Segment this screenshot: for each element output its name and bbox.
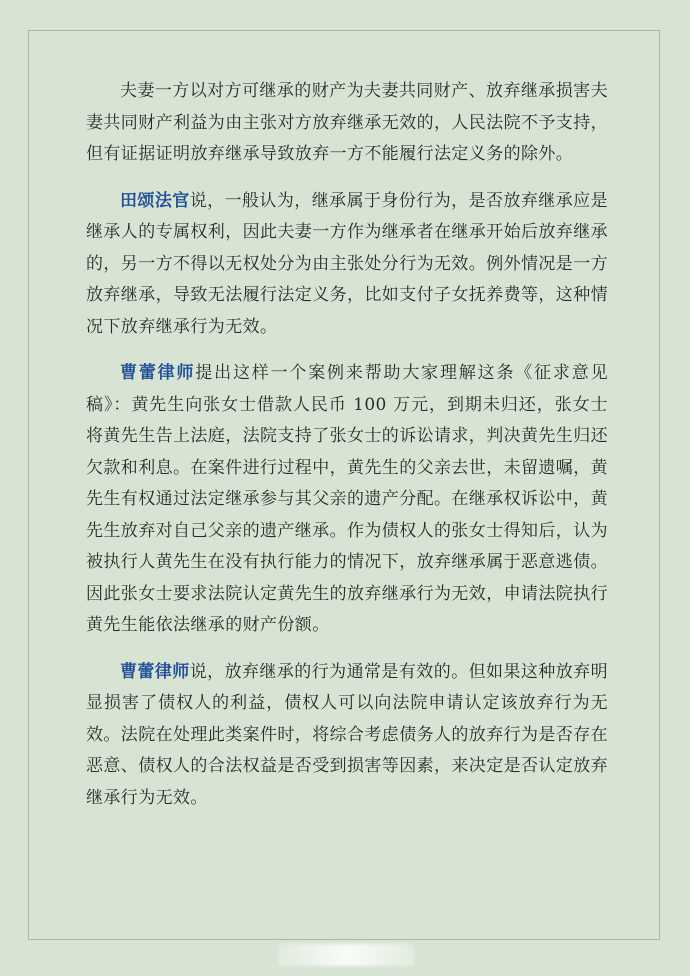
paragraph-1-text: 夫妻一方以对方可继承的财产为夫妻共同财产、放弃继承损害夫妻共同财产利益为由主张对方放弃继承无效的，人民法院不予支持，但有证据证明放弃继承导致放弃一方不能履行法定义务的除外。: [86, 81, 608, 164]
paragraph-1: [86, 76, 608, 171]
paragraph-3-text: 提出这样一个案例来帮助大家理解这条《征求意见稿》：黄先生向张女士借款人民币 100 万元，到期未归还，张女士将黄先生告上法庭，法院支持了张女士的诉讼请求，判决黄先生归还欠款和利息。在案件进行过程中，黄先生的父亲去世，未留遗嘱，黄先生有权通过法定继承参与其父亲的遗产分配。在继承权诉讼中，黄先生放弃对自己父亲的遗产继承。作为债权人的张女士得知后，认为被执行人黄先生在没有执行能力的情况下，放弃继承属于恶意逃债。因此张女士要求法院认定黄先生的放弃继承行为无效，申请法院执行黄先生能依法继承的财产份额。: [86, 363, 608, 635]
speaker-name: 田颂法官: [120, 190, 190, 211]
paragraph-4-text: 说，放弃继承的行为通常是有效的。但如果这种放弃明显损害了债权人的利益，债权人可以向法院申请认定该放弃行为无效。法院在处理此类案件时，将综合考虑债务人的放弃行为是否存在恶意、债权人的合法权益是否受到损害等因素，来决定是否认定放弃继承行为无效。: [86, 661, 608, 808]
article-body: [86, 76, 608, 829]
paragraph-3: [86, 358, 608, 642]
paragraph-4: [86, 657, 608, 815]
speaker-name: 曹蕾律师: [120, 661, 190, 682]
paragraph-2: [86, 186, 608, 344]
paragraph-2-text: 说，一般认为，继承属于身份行为，是否放弃继承应是继承人的专属权利，因此夫妻一方作为继承者在继承开始后放弃继承的，另一方不得以无权处分为由主张处分行为无效。例外情况是一方放弃继承，导致无法履行法定义务，比如支付子女抚养费等，这种情况下放弃继承行为无效。: [86, 190, 608, 337]
watermark: [278, 944, 414, 966]
speaker-name: 曹蕾律师: [120, 363, 196, 383]
